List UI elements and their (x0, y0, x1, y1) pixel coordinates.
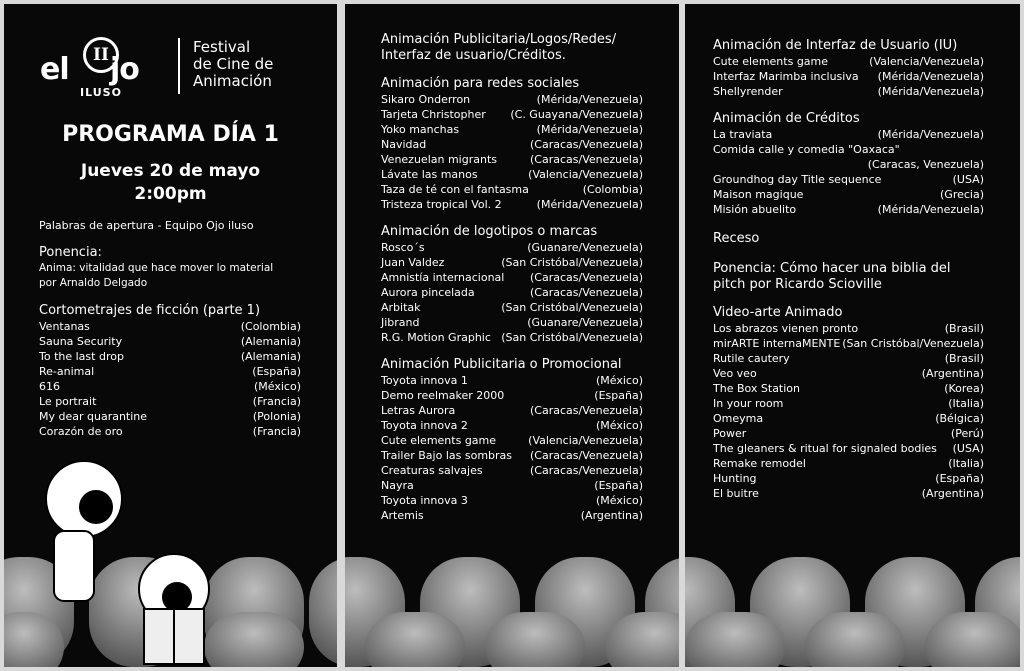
list-item (39, 409, 301, 424)
list-item (381, 197, 643, 212)
list-item (39, 319, 301, 334)
item-country: (Francia) (252, 425, 301, 438)
item-country: (Caracas/Venezuela) (530, 271, 643, 284)
item-country: (Caracas/Venezuela) (530, 449, 643, 462)
receso-heading: Receso (713, 231, 760, 246)
creditos-list (713, 127, 984, 217)
list-item (381, 433, 643, 448)
ponencia-line: por Arnaldo Delgado (39, 277, 148, 289)
logo-ojo: jo (110, 52, 139, 87)
list-item (381, 255, 643, 270)
item-country: (Valencia/Venezuela) (528, 168, 643, 181)
creditos-heading: Animación de Créditos (713, 111, 860, 126)
item-title: Ventanas (39, 320, 90, 333)
interfaz-heading: Animación de Interfaz de Usuario (IU) (713, 38, 958, 53)
list-item (381, 448, 643, 463)
redes-list (381, 92, 643, 212)
list-item (713, 69, 984, 84)
item-country: (Guanare/Venezuela) (527, 241, 643, 254)
list-item (713, 172, 984, 187)
item-title: Creaturas salvajes (381, 464, 483, 477)
list-item (381, 330, 643, 345)
logo-el: el (40, 52, 69, 87)
item-title: My dear quarantine (39, 410, 148, 423)
list-item (381, 285, 643, 300)
item-country: (Colombia) (582, 183, 643, 196)
item-title: Taza de té con el fantasma (381, 183, 529, 196)
item-title: Venezuelan migrants (381, 153, 497, 166)
section-title: Animación Publicitaria/Logos/Redes/ (381, 32, 617, 47)
item-country: (Argentina) (921, 367, 984, 380)
item-title: To the last drop (39, 350, 124, 363)
item-country: (Italia) (948, 457, 984, 470)
cinema-seats (345, 517, 679, 667)
festival-name (193, 39, 273, 90)
logo-divider (178, 38, 180, 94)
item-country: (Alemania) (240, 335, 301, 348)
item-title: Jibrand (381, 316, 420, 329)
item-title: Amnistía internacional (381, 271, 505, 284)
item-title: Sauna Security (39, 335, 123, 348)
item-title: Misión abuelito (713, 203, 797, 216)
list-item (39, 349, 301, 364)
redes-heading: Animación para redes sociales (381, 76, 580, 91)
item-country: (Brasil) (944, 322, 984, 335)
item-title: Corazón de oro (39, 425, 123, 438)
festival-line: Festival (193, 38, 251, 56)
item-title: Rosco´s (381, 241, 425, 254)
item-country: (Italia) (948, 397, 984, 410)
time-text: 2:00pm (134, 184, 207, 204)
eyeball-characters (24, 459, 224, 667)
item-country: (Caracas/Venezuela) (530, 153, 643, 166)
item-country: (México) (254, 380, 301, 393)
item-country: (España) (594, 479, 643, 492)
item-title: Groundhog day Title sequence (713, 173, 882, 186)
item-country: (Mérida/Venezuela) (877, 70, 984, 83)
item-title: Aurora pincelada (381, 286, 475, 299)
ficcion-list (39, 319, 301, 439)
item-title: Re-animal (39, 365, 95, 378)
list-item (381, 137, 643, 152)
list-item (381, 403, 643, 418)
item-title: Power (713, 427, 747, 440)
ficcion-heading: Cortometrajes de ficción (parte 1) (39, 303, 261, 318)
list-item (713, 381, 984, 396)
item-title: Tristeza tropical Vol. 2 (381, 198, 502, 211)
item-title: Toyota innova 1 (381, 374, 468, 387)
list-item (381, 463, 643, 478)
list-item (713, 351, 984, 366)
item-title: Navidad (381, 138, 427, 151)
item-country: (Valencia/Venezuela) (869, 55, 984, 68)
promocional-list (381, 373, 643, 523)
item-title: Omeyma (713, 412, 764, 425)
item-title: Artemis (381, 509, 424, 522)
item-country: (USA) (952, 442, 984, 455)
panel-1 (4, 4, 337, 667)
item-title: Toyota innova 2 (381, 419, 468, 432)
item-title: Arbitak (381, 301, 421, 314)
item-country: (Caracas/Venezuela) (530, 464, 643, 477)
list-item (39, 379, 301, 394)
list-item (381, 92, 643, 107)
list-item (39, 364, 301, 379)
item-title: Lávate las manos (381, 168, 478, 181)
list-item (713, 127, 984, 142)
item-country: (España) (935, 472, 984, 485)
list-item (39, 394, 301, 409)
item-country: (Guanare/Venezuela) (527, 316, 643, 329)
list-item (713, 426, 984, 441)
item-title: Rutile cautery (713, 352, 790, 365)
program-title: PROGRAMA DÍA 1 (62, 122, 279, 147)
section-title: Interfaz de usuario/Créditos. (381, 48, 566, 63)
promocional-heading: Animación Publicitaria o Promocional (381, 357, 622, 372)
list-item (713, 187, 984, 202)
list-item (381, 418, 643, 433)
item-title: Remake remodel (713, 457, 806, 470)
list-item (381, 107, 643, 122)
logotipos-heading: Animación de logotipos o marcas (381, 224, 598, 239)
panel-3 (685, 4, 1020, 667)
item-country: (Valencia/Venezuela) (528, 434, 643, 447)
list-item (713, 411, 984, 426)
list-item (713, 396, 984, 411)
item-country: (México) (596, 494, 643, 507)
item-title: Veo veo (713, 367, 757, 380)
logo-iluso: ILUSO (80, 86, 122, 99)
list-item (713, 456, 984, 471)
list-item (39, 334, 301, 349)
item-title: Shellyrender (713, 85, 783, 98)
festival-line: de Cine de (193, 55, 274, 73)
list-item (381, 240, 643, 255)
item-country: (Grecia) (940, 188, 984, 201)
item-country: (San Cristóbal/Venezuela) (501, 256, 643, 269)
item-country: (México) (596, 374, 643, 387)
item-country: (Korea) (944, 382, 984, 395)
item-country: (Caracas/Venezuela) (530, 286, 643, 299)
item-country: (Caracas/Venezuela) (530, 404, 643, 417)
item-country: (San Cristóbal/Venezuela) (501, 331, 643, 344)
item-country: (Mérida/Venezuela) (877, 203, 984, 216)
list-item (713, 441, 984, 456)
item-title: Le portrait (39, 395, 97, 408)
item-country: (Caracas/Venezuela) (530, 138, 643, 151)
item-country: (Mérida/Venezuela) (877, 128, 984, 141)
list-item (713, 54, 984, 69)
list-item (381, 152, 643, 167)
item-title: In your room (713, 397, 784, 410)
item-country: (Caracas, Venezuela) (867, 158, 984, 171)
list-item (713, 202, 984, 217)
item-title: mirARTE internaMENTE (713, 337, 841, 350)
list-item (381, 508, 643, 523)
item-country: (España) (594, 389, 643, 402)
item-title: Hunting (713, 472, 757, 485)
item-country: (España) (252, 365, 301, 378)
item-country: (C. Guayana/Venezuela) (510, 108, 643, 121)
panel-3-content (713, 38, 984, 501)
list-item (381, 493, 643, 508)
item-title: Yoko manchas (381, 123, 460, 136)
item-title: Sikaro Onderron (381, 93, 471, 106)
item-title: Comida calle y comedia "Oaxaca" (713, 143, 900, 156)
item-title: El buitre (713, 487, 759, 500)
item-country: (México) (596, 419, 643, 432)
panel-2 (345, 4, 679, 667)
list-item (381, 478, 643, 493)
list-item (713, 142, 984, 157)
ponencia-heading: Ponencia: (39, 245, 102, 260)
opening-section (39, 218, 301, 439)
item-title: Maison magique (713, 188, 804, 201)
item-title: Demo reelmaker 2000 (381, 389, 505, 402)
item-title: R.G. Motion Graphic (381, 331, 491, 344)
item-title: Toyota innova 3 (381, 494, 468, 507)
item-title: Los abrazos vienen pronto (713, 322, 859, 335)
list-item (381, 122, 643, 137)
list-item (381, 315, 643, 330)
item-country: (Mérida/Venezuela) (536, 198, 643, 211)
item-title: Cute elements game (713, 55, 829, 68)
item-country: (Polonia) (252, 410, 301, 423)
item-country: (Brasil) (944, 352, 984, 365)
interfaz-list (713, 54, 984, 99)
item-country: (Colombia) (240, 320, 301, 333)
list-item (713, 157, 984, 172)
list-item (713, 336, 984, 351)
list-item (381, 167, 643, 182)
item-country: (San Cristóbal/Venezuela) (842, 337, 984, 350)
item-title: The gleaners & ritual for signaled bodies (713, 442, 937, 455)
list-item (381, 388, 643, 403)
list-item (381, 300, 643, 315)
festival-line: Animación (193, 72, 272, 90)
videoarte-heading: Video-arte Animado (713, 305, 843, 320)
logotipos-list (381, 240, 643, 345)
item-title: Cute elements game (381, 434, 497, 447)
item-country: (Perú) (950, 427, 984, 440)
list-item (713, 321, 984, 336)
item-title: Juan Valdez (381, 256, 445, 269)
logo-eye-numeral: II (83, 37, 119, 73)
ponencia-2-line: Ponencia: Cómo hacer una biblia del (713, 261, 951, 276)
item-title: La traviata (713, 128, 773, 141)
item-title: Tarjeta Christopher (381, 108, 486, 121)
ponencia-line: Anima: vitalidad que hace mover lo material (39, 262, 274, 274)
item-title: Letras Aurora (381, 404, 456, 417)
festival-logo (40, 34, 310, 104)
item-country: (Bélgica) (935, 412, 984, 425)
ponencia-2-line: pitch por Ricardo Scioville (713, 277, 882, 292)
item-country: (Argentina) (921, 487, 984, 500)
list-item (713, 486, 984, 501)
item-country: (Mérida/Venezuela) (877, 85, 984, 98)
list-item (381, 270, 643, 285)
videoarte-list (713, 321, 984, 501)
item-country: (Francia) (252, 395, 301, 408)
list-item (713, 366, 984, 381)
item-title: The Box Station (713, 382, 801, 395)
item-title: 616 (39, 380, 60, 393)
item-country: (USA) (952, 173, 984, 186)
item-title: Trailer Bajo las sombras (381, 449, 513, 462)
program-date (4, 160, 337, 206)
list-item (713, 471, 984, 486)
list-item (39, 424, 301, 439)
item-title: Interfaz Marimba inclusiva (713, 70, 859, 83)
cinema-seats (685, 517, 1020, 667)
item-country: (Mérida/Venezuela) (536, 93, 643, 106)
panel-2-content (381, 32, 643, 523)
opening-text: Palabras de apertura - Equipo Ojo iluso (39, 219, 254, 232)
item-country: (Alemania) (240, 350, 301, 363)
item-title: Nayra (381, 479, 414, 492)
item-country: (San Cristóbal/Venezuela) (501, 301, 643, 314)
list-item (381, 373, 643, 388)
item-country: (Argentina) (580, 509, 643, 522)
date-text: Jueves 20 de mayo (80, 161, 261, 181)
item-country: (Mérida/Venezuela) (536, 123, 643, 136)
list-item (713, 84, 984, 99)
list-item (381, 182, 643, 197)
